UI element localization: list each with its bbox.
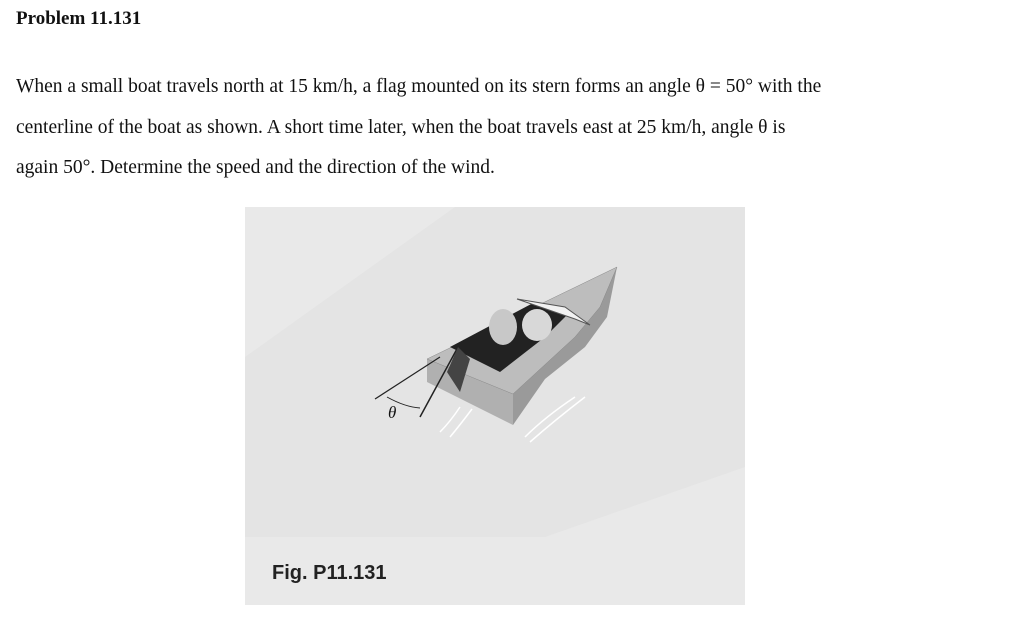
statement-line: When a small boat travels north at 15 km/h, a flag mounted on its stern forms an angle θ = 50° with the	[16, 76, 822, 97]
problem-statement	[16, 67, 1006, 189]
boat-figure	[245, 207, 745, 605]
statement-line: again 50°. Determine the speed and the direction of the wind.	[16, 157, 495, 178]
passenger	[489, 309, 517, 345]
driver	[522, 309, 552, 341]
figure-caption: Fig. P11.131	[272, 562, 387, 584]
angle-label: θ	[388, 403, 397, 422]
boat-illustration	[245, 207, 745, 605]
statement-line: centerline of the boat as shown. A short time later, when the boat travels east at 25 km/h, angle θ is	[16, 116, 786, 138]
problem-title: Problem 11.131	[16, 8, 142, 29]
